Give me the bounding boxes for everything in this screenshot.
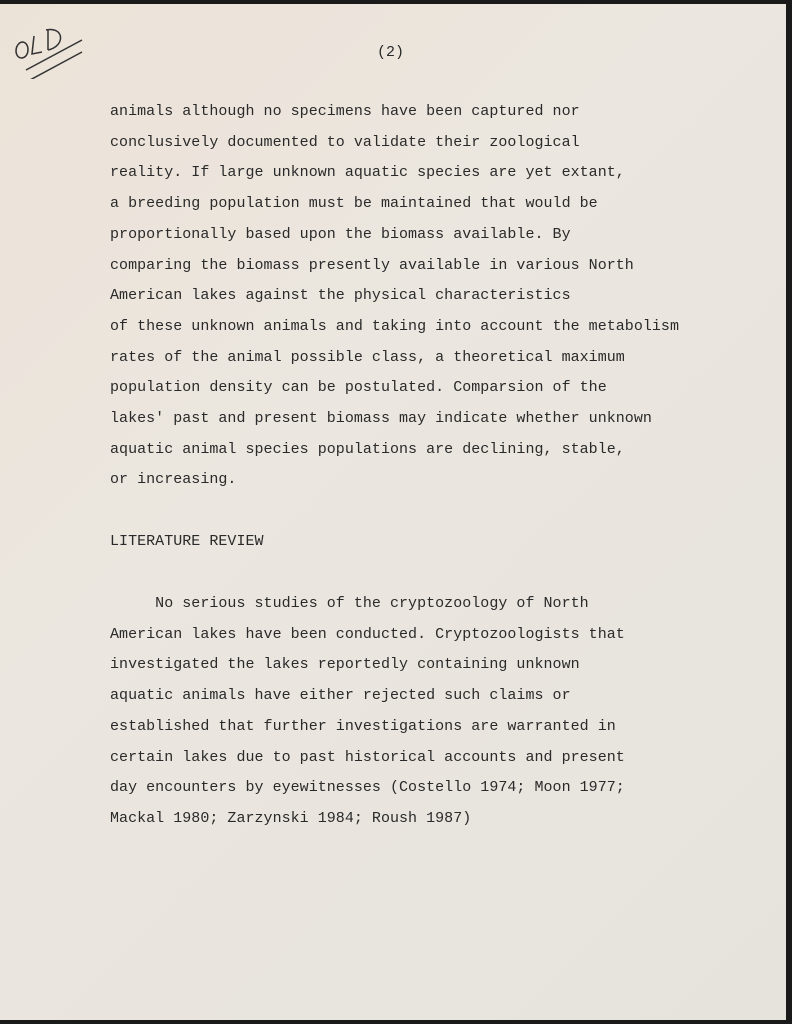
- text-line: Mackal 1980; Zarzynski 1984; Roush 1987): [110, 809, 472, 827]
- document-page: [0, 4, 786, 1020]
- text-line: rates of the animal possible class, a theoretical maximum: [110, 348, 625, 366]
- text-line: lakes' past and present biomass may indicate whether unknown: [110, 410, 652, 427]
- text-line: comparing the biomass presently available in various North: [110, 256, 634, 274]
- text-line: day encounters by eyewitnesses (Costello 1974; Moon 1977;: [110, 779, 625, 797]
- text-line: of these unknown animals and taking into account the metabolism: [110, 317, 679, 335]
- section-heading: LITERATURE REVIEW: [110, 533, 264, 550]
- text-line: established that further investigations are warranted in: [110, 717, 616, 735]
- text-line: investigated the lakes reportedly containing unknown: [110, 656, 580, 674]
- text-line: proportionally based upon the biomass available. By: [110, 225, 571, 243]
- text-line: animals although no specimens have been captured nor: [110, 103, 580, 120]
- text-line: a breeding population must be maintained that would be: [110, 195, 598, 213]
- text-line: aquatic animal species populations are declining, stable,: [110, 440, 625, 458]
- text-line: American lakes against the physical characteristics: [110, 287, 571, 305]
- page-number: (2): [377, 44, 405, 61]
- text-line: No serious studies of the cryptozoology of North: [110, 595, 589, 612]
- text-line: certain lakes due to past historical accounts and present: [110, 748, 625, 766]
- text-line: reality. If large unknown aquatic species are yet extant,: [110, 164, 625, 182]
- text-line: population density can be postulated. Comparsion of the: [110, 379, 607, 397]
- text-line: aquatic animals have either rejected such claims or: [110, 687, 571, 705]
- text-line: conclusively documented to validate their zoological: [110, 133, 580, 151]
- text-line: American lakes have been conducted. Cryptozoologists that: [110, 625, 625, 643]
- handwritten-old-mark: [8, 14, 83, 79]
- text-line: or increasing.: [110, 471, 237, 489]
